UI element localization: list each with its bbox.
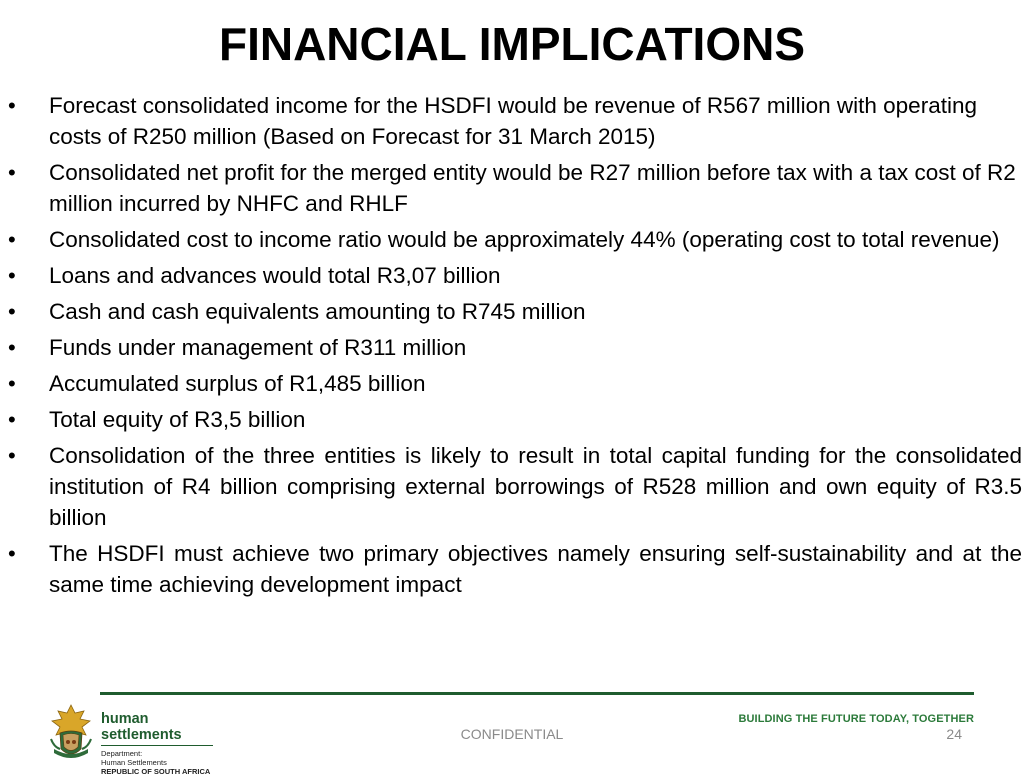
bullet-marker: • [8, 335, 16, 360]
bullet-list [0, 90, 1024, 605]
bullet-text: Funds under management of R311 million [49, 335, 467, 360]
bullet-text: The HSDFI must achieve two primary objectives namely ensuring self-sustainability and at the same time achieving development impact [49, 541, 1022, 597]
bullet-text: Consolidation of the three entities is likely to result in total capital funding for the consolidated institution of R4 billion comprising external borrowings of R528 million and own equity of R3.5 billion [49, 443, 1022, 530]
bullet-item [0, 224, 1024, 255]
bullet-item [0, 404, 1024, 435]
bullet-text: Cash and cash equivalents amounting to R745 million [49, 299, 586, 324]
bullet-text: Consolidated net profit for the merged entity would be R27 million before tax with a tax cost of R2 million incurred by NHFC and RHLF [49, 160, 1016, 216]
bullet-item [0, 538, 1024, 600]
bullet-marker: • [8, 371, 16, 396]
bullet-text: Total equity of R3,5 billion [49, 407, 306, 432]
page-number: 24 [946, 726, 962, 742]
bullet-marker: • [8, 263, 16, 288]
bullet-marker: • [8, 227, 16, 252]
logo-name: human settlements [101, 711, 182, 743]
bullet-marker: • [8, 160, 16, 185]
bullet-marker: • [8, 443, 16, 468]
logo-line-republic: REPUBLIC OF SOUTH AFRICA [101, 767, 211, 776]
bullet-text: Accumulated surplus of R1,485 billion [49, 371, 426, 396]
footer-divider [100, 692, 974, 695]
logo-divider [101, 745, 213, 746]
bullet-marker: • [8, 407, 16, 432]
bullet-marker: • [8, 299, 16, 324]
bullet-text: Forecast consolidated income for the HSDFI would be revenue of R567 million with operating costs of R250 million (Based on Forecast for 31 March 2015) [49, 93, 977, 149]
slide-title: FINANCIAL IMPLICATIONS [218, 18, 806, 70]
bullet-item [0, 332, 1024, 363]
logo-line-human-settlements: Human Settlements [101, 758, 167, 767]
logo-line-department: Department: [101, 749, 143, 758]
confidential-label: CONFIDENTIAL [460, 726, 564, 742]
bullet-text: Loans and advances would total R3,07 billion [49, 263, 501, 288]
bullet-item [0, 260, 1024, 291]
bullet-item [0, 296, 1024, 327]
bullet-item [0, 440, 1024, 533]
bullet-marker: • [8, 541, 16, 566]
bullet-text: Consolidated cost to income ratio would be approximately 44% (operating cost to total revenue) [49, 227, 1000, 252]
logo-text [101, 711, 228, 776]
bullet-item [0, 368, 1024, 399]
footer-tagline: BUILDING THE FUTURE TODAY, TOGETHER [738, 713, 974, 725]
bullet-item [0, 90, 1024, 152]
bullet-marker: • [8, 93, 16, 118]
bullet-item [0, 157, 1024, 219]
